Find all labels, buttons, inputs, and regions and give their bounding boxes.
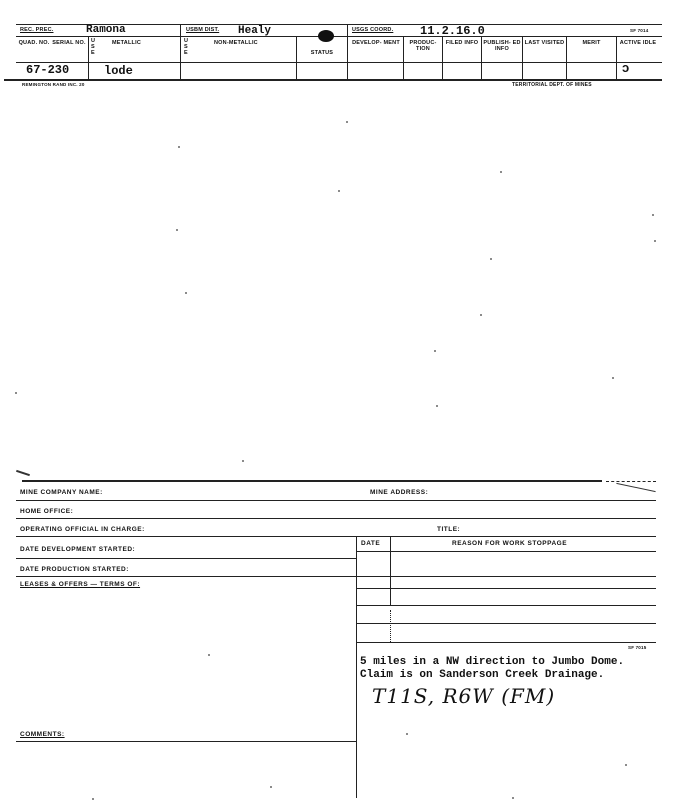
rule bbox=[356, 588, 656, 589]
speck bbox=[178, 146, 180, 148]
drainage-note: Claim is on Sanderson Creek Drainage. bbox=[360, 669, 605, 681]
issuing-department: TERRITORIAL DEPT. OF MINES bbox=[512, 82, 592, 88]
speck bbox=[625, 764, 627, 766]
rule bbox=[296, 36, 297, 79]
speck bbox=[434, 350, 436, 352]
speck bbox=[500, 171, 502, 173]
speck bbox=[512, 797, 514, 799]
development-label: DEVELOP- MENT bbox=[352, 40, 400, 46]
corner-mark bbox=[16, 470, 30, 476]
speck bbox=[15, 392, 17, 394]
rule bbox=[180, 24, 181, 79]
speck bbox=[185, 292, 187, 294]
form-number: SF 7015 bbox=[628, 645, 647, 650]
rule bbox=[16, 518, 656, 519]
use-label: U S E bbox=[91, 38, 96, 56]
form-number: SF 7014 bbox=[630, 28, 649, 33]
usgs-coord-label: USGS COORD. bbox=[352, 27, 394, 33]
speck bbox=[338, 190, 340, 192]
leases-offers-label: LEASES & OFFERS — TERMS OF: bbox=[20, 581, 141, 588]
published-info-label: PUBLISH- ED INFO bbox=[483, 40, 521, 52]
speck bbox=[406, 733, 408, 735]
township-range-handwritten: T11S, R6W (FM) bbox=[372, 684, 556, 708]
metallic-value: lode bbox=[104, 64, 133, 78]
rule bbox=[16, 741, 356, 742]
last-visited-label: LAST VISITED bbox=[524, 40, 565, 46]
home-office-label: HOME OFFICE: bbox=[20, 508, 74, 515]
filed-info-label: FILED INFO bbox=[445, 40, 479, 46]
nonmetallic-label: NON-METALLIC bbox=[214, 40, 258, 46]
check-mark: ɔ bbox=[622, 60, 630, 75]
speck bbox=[208, 654, 210, 656]
speck bbox=[652, 214, 654, 216]
serial-label: SERIAL NO. bbox=[52, 40, 86, 46]
speck bbox=[346, 121, 348, 123]
speck bbox=[436, 405, 438, 407]
rule bbox=[347, 24, 348, 79]
speck bbox=[92, 798, 94, 800]
rule bbox=[356, 623, 656, 624]
rec-prec-value: Ramona bbox=[86, 24, 126, 36]
rule bbox=[16, 500, 656, 501]
use-label: U S E bbox=[184, 38, 189, 56]
mine-address-label: MINE ADDRESS: bbox=[370, 489, 429, 496]
rule bbox=[16, 536, 656, 537]
rule bbox=[356, 605, 656, 606]
date-production-label: DATE PRODUCTION STARTED: bbox=[20, 566, 129, 573]
usgs-coord-value: 11.2.16.0 bbox=[420, 24, 485, 38]
rule bbox=[390, 536, 391, 606]
metallic-label: METALLIC bbox=[112, 40, 141, 46]
status-label: STATUS bbox=[310, 50, 334, 56]
rule bbox=[390, 610, 391, 642]
speck bbox=[490, 258, 492, 260]
printer-imprint: REMINGTON RAND INC. 20 bbox=[22, 82, 85, 87]
date-column-label: DATE bbox=[361, 540, 381, 547]
usbm-dist-value: Healy bbox=[238, 25, 272, 37]
merit-label: MERIT bbox=[582, 40, 601, 46]
speck bbox=[612, 377, 614, 379]
speck bbox=[270, 786, 272, 788]
title-label: TITLE: bbox=[437, 526, 461, 533]
reason-column-label: REASON FOR WORK STOPPAGE bbox=[452, 540, 568, 547]
usbm-dist-label: USBM DIST. bbox=[186, 27, 220, 33]
rule bbox=[16, 576, 656, 577]
comments-label: COMMENTS: bbox=[20, 731, 65, 738]
rule bbox=[356, 536, 357, 798]
corner-mark bbox=[616, 483, 655, 492]
speck bbox=[480, 314, 482, 316]
location-note: 5 miles in a NW direction to Jumbo Dome. bbox=[360, 656, 625, 668]
mine-company-label: MINE COMPANY NAME: bbox=[20, 489, 103, 496]
active-idle-label: ACTIVE IDLE bbox=[619, 40, 657, 46]
operating-official-label: OPERATING OFFICIAL IN CHARGE: bbox=[20, 526, 145, 533]
rule bbox=[88, 36, 89, 79]
quad-serial-value: 67-230 bbox=[26, 63, 70, 77]
quad-label: QUAD. NO. bbox=[18, 40, 50, 46]
production-label: PRODUC- TION bbox=[409, 40, 437, 52]
rule bbox=[16, 558, 356, 559]
rule bbox=[22, 480, 602, 482]
rec-prec-label: REC. PREC. bbox=[20, 27, 54, 33]
speck bbox=[242, 460, 244, 462]
ink-blot bbox=[318, 30, 334, 42]
rule bbox=[356, 642, 656, 643]
speck bbox=[176, 229, 178, 231]
rule bbox=[356, 551, 656, 552]
rule bbox=[606, 481, 656, 482]
rule bbox=[4, 79, 662, 81]
speck bbox=[654, 240, 656, 242]
date-development-label: DATE DEVELOPMENT STARTED: bbox=[20, 546, 136, 553]
rule bbox=[616, 36, 617, 79]
